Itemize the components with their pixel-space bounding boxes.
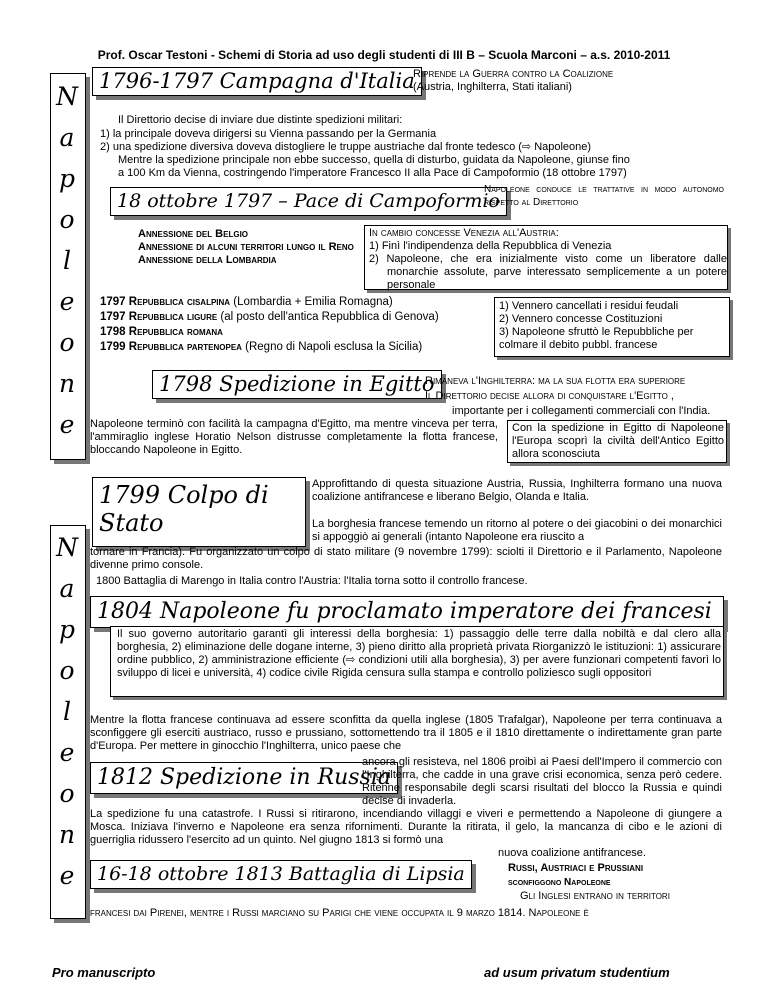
republic-partenopea-desc: (Regno di Napoli esclusa la Sicilia) (245, 341, 423, 353)
s7-side-2: sconfiggono Napoleone (508, 877, 611, 888)
sidebar-letter: l (63, 246, 71, 275)
s3-body: Napoleone terminò con facilità la campagna d'Egitto, ma mentre vinceva per terra, l'ammiraglio inglese Horatio Nelson distrusse completamente la flotta francese, bloccando Napoleone in Egitto. (90, 418, 498, 456)
s1-side-2: (Austria, Inghilterra, Stati italiani) (413, 81, 572, 93)
sidebar-letter: n (58, 820, 76, 849)
venezia-box-item-1: 1) Finì l'indipendenza della Repubblica di Venezia (369, 240, 612, 252)
s4-cont: tornare in Francia). Fu organizzato un colpo di stato militare (9 novembre 1799): sciolti il Direttorio e il Parlamento, Napoleone divenne primo console. (90, 546, 722, 571)
republic-cisalpina-name: Repubblica cisalpina (128, 296, 231, 308)
sidebar-letter: o (59, 656, 75, 685)
sidebar-letter: p (58, 164, 75, 193)
section-title-battaglia-lipsia: 16-18 ottobre 1813 Battaglia di Lipsia (90, 860, 472, 889)
republic-romana-year: 1798 (100, 326, 126, 338)
sidebar-letter: N (56, 533, 78, 562)
s6-paragraph-1: Mentre la flotta francese continuava ad essere sconfitta da quella inglese (1805 Trafalgar), Napoleone per terra continuava a sconfiggere gli eserciti austriaco, russo e prussiano, sottomettendo tra il 1805 e il 1810 direttamente o indirettamente gran parte d'Europa. Per mettere in ginocchio l'Inghilterra, unico paese che (90, 714, 722, 752)
colpo-title-line-1: 1799 Colpo di (99, 481, 269, 509)
republic-ligure (100, 311, 439, 324)
republic-romana-name: Repubblica romana (128, 326, 223, 338)
republic-cisalpina (100, 296, 393, 309)
s1-item-1: 1) la principale doveva dirigersi su Vienna passando per la Germania (100, 128, 437, 140)
section-title-campagna-italia: 1796-1797 Campagna d'Italia (92, 67, 422, 96)
sidebar-letter: o (59, 779, 75, 808)
republic-ligure-year: 1797 (100, 311, 126, 323)
s6-paragraph-2-end: nuova coalizione antifrancese. (498, 847, 646, 859)
sidebar-letter: o (59, 328, 75, 357)
sidebar-letter: N (56, 82, 78, 111)
s1-side-1: Riprende la Guerra contro la Coalizione (413, 68, 614, 80)
sidebar-letter: n (58, 369, 76, 398)
s2-side: Napoleone conduce le trattative in modo autonomo rispetto al Direttorio (484, 184, 724, 208)
s6-side: ancora gli resisteva, nel 1806 proibì ai Paesi dell'Impero il commercio con l'Inghilterra, che cadde in una grave crisi economica, senza però cedere. Ritenne responsabile degli scarsi risultati del blocco la Russia e quindi decise di invaderla. (362, 756, 722, 807)
section-title-imperatore: 1804 Napoleone fu proclamato imperatore dei francesi (90, 596, 724, 628)
s2-annexation-2: Annessione di alcuni territori lungo il Reno (138, 241, 354, 253)
s3-side-3: importante per i collegamenti commerciali con l'India. (452, 405, 711, 417)
page-header: Prof. Oscar Testoni - Schemi di Storia ad uso degli studenti di III B – Scuola Marconi – a.s. 2010-2011 (97, 48, 671, 62)
s4-side-1: Approfittando di questa situazione Austria, Russia, Inghilterra formano una nuova coalizione antifrancese e liberano Belgio, Olanda e Italia. (312, 478, 722, 503)
section-title-spedizione-egitto: 1798 Spedizione in Egitto (152, 370, 442, 399)
sidebar-letter: e (59, 861, 75, 890)
sidebar-letter: l (63, 697, 71, 726)
sidebar-letter: o (59, 205, 75, 234)
s2-annexation-1: Annessione del Belgio (138, 228, 249, 240)
sidebar-letter: e (59, 410, 75, 439)
colpo-title-line-2: Stato (99, 509, 164, 537)
s3-side-1: Rimaneva l'Inghilterra: ma la sua flotta era superiore (425, 375, 686, 387)
s2-annexation-3: Annessione della Lombardia (138, 254, 277, 266)
imperatore-box: Il suo governo autoritario garantì gli interessi della borghesia: 1) passaggio delle terre dalla nobiltà e dal clero alla borghesia, 2) eliminazione delle dogane interne, 3) pieno diritto alla proprietà privata Riorganizzò le istituzioni: 1) assicurare ordine pubblico, 2) amministrazione efficiente (⇨ condizioni utili alla borghesia), 3) per avere funzionari competenti favorì lo sviluppo di licei e università, 4) codice civile Rigida censura sulla stampa e controllo poliziesco sugli oppositori (110, 626, 724, 697)
republics-box-item-2: 2) Vennero concesse Costituzioni (499, 313, 663, 325)
venezia-box-title: In cambio concesse Venezia all'Austria: (369, 227, 559, 239)
republic-cisalpina-year: 1797 (100, 296, 126, 308)
s1-cont-2: a 100 Km da Vienna, costringendo l'imperatore Francesco II alla Pace di Campoformio (18 ottobre 1797) (118, 167, 627, 179)
s6-paragraph-2: La spedizione fu una catastrofe. I Russi si ritirarono, incendiando villaggi e viveri e permettendo a Napoleone di giungere a Mosca. Iniziava l'inverno e Napoleone era senza rifornimenti. Durante la ritirata, il gelo, la mancanza di cibo e le azioni di guerriglia ridussero l'esercito ad un quinto. Nel giugno 1813 si formò una (90, 808, 722, 846)
sidebar-letter: a (59, 574, 75, 603)
sidebar-letter: e (59, 738, 75, 767)
s3-side-2: Il Direttorio decise allora di conquistare l'Egitto , (425, 390, 674, 402)
republic-partenopea-name: Repubblica partenopea (128, 341, 242, 353)
republic-partenopea (100, 341, 422, 354)
s4-side-2: La borghesia francese temendo un ritorno al potere o dei giacobini o dei monarchici si appoggiò ai generali (intanto Napoleone era riuscito a (312, 518, 722, 543)
republic-cisalpina-desc: (Lombardia + Emilia Romagna) (233, 296, 393, 308)
s1-cont-1: Mentre la spedizione principale non ebbe successo, quella di disturbo, guidata da Napoleone, giunse fino (118, 154, 630, 166)
republics-box-item-3: 3) Napoleone sfruttò le Repubbliche per colmare il debito pubbl. francese (499, 326, 694, 351)
republics-box (494, 297, 730, 357)
section-title-pace-campoformio: 18 ottobre 1797 – Pace di Campoformio (110, 187, 507, 216)
section-title-spedizione-russia: 1812 Spedizione in Russia (90, 762, 398, 794)
s7-side-3: Gli Inglesi entrano in territori (520, 890, 670, 902)
s4-marengo: 1800 Battaglia di Marengo in Italia contro l'Austria: l'Italia torna sotto il controllo francese. (96, 575, 528, 587)
egitto-box: Con la spedizione in Egitto di Napoleone l'Europa scoprì la civiltà dell'Antico Egitto allora sconosciuta (507, 420, 727, 463)
venezia-box-item-2: 2) Napoleone, che era inizialmente visto come un liberatore dalle monarchie assolute, parve interessato semplicemente a un potere personale (369, 253, 727, 291)
footer-left: Pro manuscripto (52, 965, 156, 980)
s1-item-2: 2) una spedizione diversiva doveva distogliere le truppe austriache dal fronte tedesco (⇨ Napoleone) (100, 141, 592, 153)
republic-romana (100, 326, 223, 339)
s1-intro: Il Direttorio decise di inviare due distinte spedizioni militari: (118, 114, 403, 126)
footer-right: ad usum privatum studentium (484, 965, 670, 980)
republic-partenopea-year: 1799 (100, 341, 126, 353)
sidebar-letter: a (59, 123, 75, 152)
sidebar-letter: e (59, 287, 75, 316)
section-title-colpo-di-stato (92, 477, 306, 547)
republics-box-item-1: 1) Vennero cancellati i residui feudali (499, 300, 679, 312)
republic-ligure-name: Repubblica ligure (128, 311, 218, 323)
venezia-box (364, 225, 728, 290)
sidebar-letter: p (58, 615, 75, 644)
s7-last: francesi dai Pirenei, mentre i Russi marciano su Parigi che viene occupata il 9 marzo 1814. Napoleone è (90, 907, 589, 919)
republic-ligure-desc: (al posto dell'antica Repubblica di Genova) (220, 311, 439, 323)
s7-side-1: Russi, Austriaci e Prussiani (508, 862, 644, 874)
